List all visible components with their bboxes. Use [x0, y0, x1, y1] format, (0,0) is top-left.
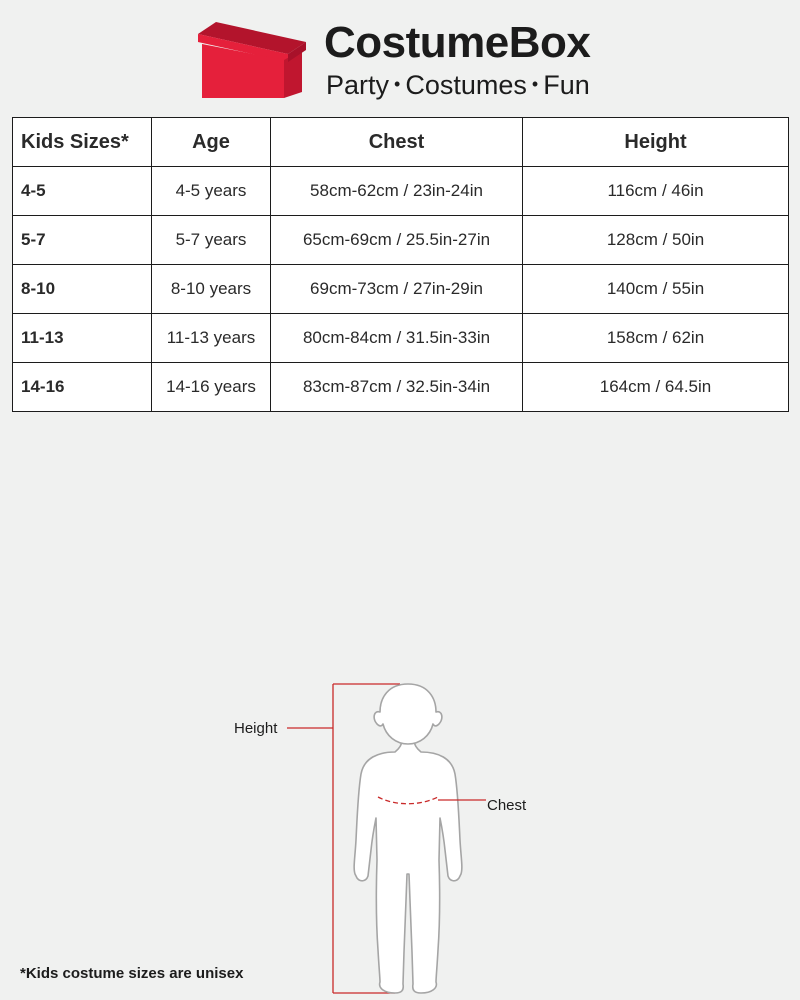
size-cell: 11-13 — [13, 314, 152, 363]
table-row — [13, 265, 789, 314]
table-row — [13, 167, 789, 216]
age-cell: 11-13 years — [152, 314, 271, 363]
box-logo-icon — [196, 20, 308, 102]
tagline-costumes: Costumes — [405, 70, 527, 100]
chest-cell: 65cm-69cm / 25.5in-27in — [271, 216, 523, 265]
column-header-chest: Chest — [271, 118, 523, 167]
height-cell: 128cm / 50in — [523, 216, 789, 265]
age-cell: 8-10 years — [152, 265, 271, 314]
size-cell: 5-7 — [13, 216, 152, 265]
measurement-figure — [0, 660, 800, 1000]
tagline-party: Party — [326, 70, 390, 100]
chest-cell: 69cm-73cm / 27in-29in — [271, 265, 523, 314]
tagline-separator: • — [531, 74, 539, 95]
child-silhouette-diagram — [0, 660, 800, 1000]
table-row — [13, 314, 789, 363]
age-cell: 4-5 years — [152, 167, 271, 216]
size-cell: 4-5 — [13, 167, 152, 216]
height-cell: 116cm / 46in — [523, 167, 789, 216]
height-cell: 158cm / 62in — [523, 314, 789, 363]
column-header-height: Height — [523, 118, 789, 167]
height-cell: 164cm / 64.5in — [523, 363, 789, 412]
unisex-footnote: *Kids costume sizes are unisex — [20, 965, 244, 982]
column-header-kids-sizes: Kids Sizes* — [13, 118, 152, 167]
brand-name: CostumeBox — [324, 18, 591, 67]
size-chart-table — [12, 117, 789, 412]
table-row — [13, 216, 789, 265]
chest-cell: 58cm-62cm / 23in-24in — [271, 167, 523, 216]
brand-tagline — [326, 70, 590, 101]
size-cell: 14-16 — [13, 363, 152, 412]
header — [0, 0, 800, 110]
chest-cell: 80cm-84cm / 31.5in-33in — [271, 314, 523, 363]
tagline-separator: • — [394, 74, 401, 95]
column-header-age: Age — [152, 118, 271, 167]
table-row — [13, 363, 789, 412]
age-cell: 5-7 years — [152, 216, 271, 265]
age-cell: 14-16 years — [152, 363, 271, 412]
table-header-row — [13, 118, 789, 167]
chest-cell: 83cm-87cm / 32.5in-34in — [271, 363, 523, 412]
tagline-fun: Fun — [543, 70, 590, 100]
height-label: Height — [234, 720, 278, 737]
height-cell: 140cm / 55in — [523, 265, 789, 314]
child-outline — [354, 684, 462, 993]
chest-label: Chest — [487, 797, 527, 814]
size-cell: 8-10 — [13, 265, 152, 314]
